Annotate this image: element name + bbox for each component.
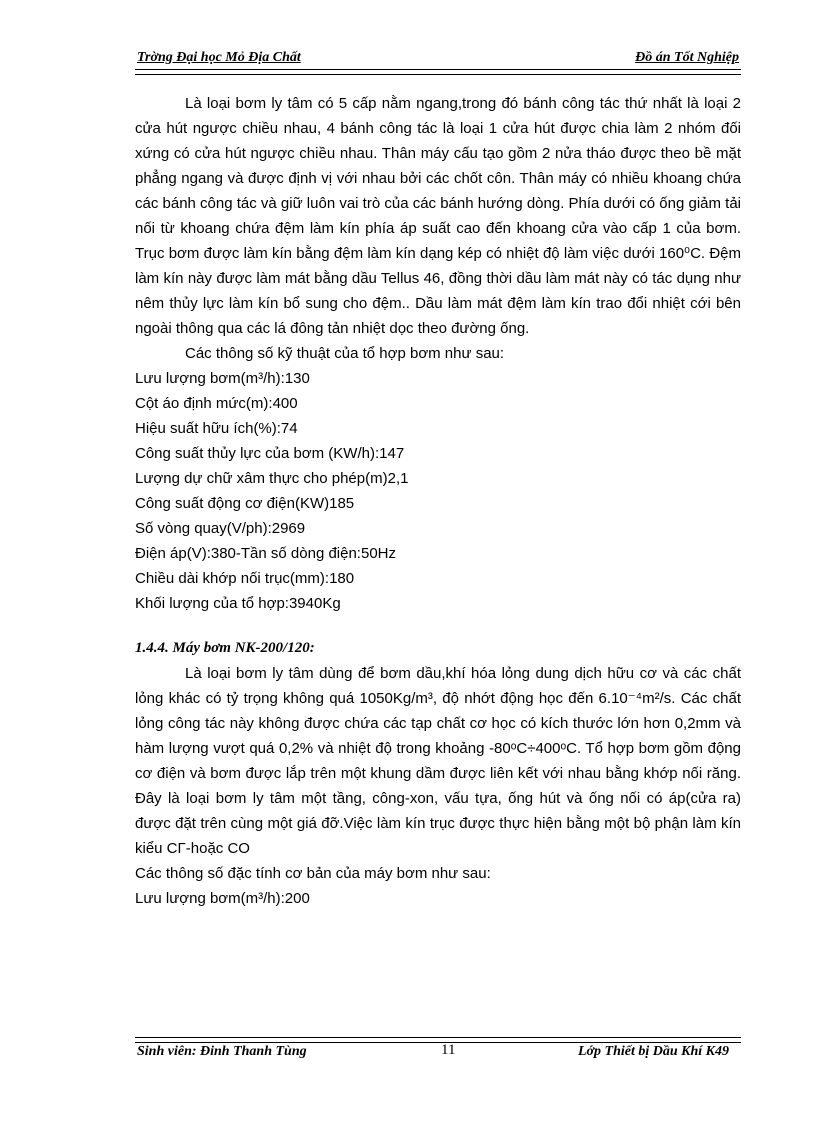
page-body <box>135 91 741 911</box>
spec-line: Lượng dự chữ xâm thực cho phép(m)2,1 <box>135 470 409 487</box>
spec-line: Số vòng quay(V/ph):2969 <box>135 520 306 537</box>
footer-class-name: Lớp Thiết bị Dầu Khí K49 <box>577 1044 729 1059</box>
specs2-intro: Các thông số đặc tính cơ bản của máy bơm như sau: <box>135 865 491 882</box>
page-number: 11 <box>441 1042 456 1058</box>
page-header <box>135 50 741 70</box>
spec-line: Khối lượng của tổ hợp:3940Kg <box>135 595 341 612</box>
footer-student-name: Sinh viên: Đinh Thanh Tùng <box>137 1044 307 1059</box>
spec-line: Hiệu suất hữu ích(%):74 <box>135 420 298 437</box>
page-footer <box>135 1044 741 1066</box>
spec-line: Công suất thủy lực của bơm (KW/h):147 <box>135 445 405 462</box>
header-rule <box>135 69 741 75</box>
header-university: Trờng Đại học Mỏ Địa Chất <box>137 50 301 65</box>
spec-line: Cột áo định mức(m):400 <box>135 395 298 412</box>
header-document-type: Đồ án Tốt Nghiệp <box>635 50 739 65</box>
footer-rule <box>135 1037 741 1043</box>
specs-intro: Các thông số kỹ thuật của tổ hợp bơm như sau: <box>185 345 505 362</box>
spec-line: Chiều dài khớp nối trục(mm):180 <box>135 570 355 587</box>
spec-line: Lưu lượng bơm(m³/h):130 <box>135 370 310 387</box>
paragraph-pump-description: Là loại bơm ly tâm có 5 cấp nằm ngang,trong đó bánh công tác thứ nhất là loại 2 cửa hút ngược chiều nhau, 4 bánh công tác là loại 1 cửa hút được chia làm 2 nhóm đối xứng có cửa hút ngược chiều nhau. Thân máy cấu tạo gồm 2 nửa tháo được theo bề mặt phẳng ngang và được định vị với nhau bởi các chốt côn. Thân máy có nhiều khoang chứa các bánh công tác và giữ luôn vai trò của các bánh hướng dòng. Phía dưới có ống giảm tải nối từ khoang chứa đệm làm kín phía áp suất cao đến khoang cửa vào cấp 1 của bơm. Trục bơm được làm kín bằng đệm làm kín dạng kép có nhiệt độ làm việc dưới 160⁰C. Đệm làm kín này được làm mát bằng dầu Tellus 46, đồng thời dầu làm mát này có tác dụng như nêm thủy lực làm kín bổ sung cho đệm.. Dầu làm mát đệm làm kín trao đổi nhiệt cới bên ngoài thông qua các lá đông tản nhiệt dọc theo đường ống. <box>135 95 741 337</box>
section-heading: 1.4.4. Máy bơm NK-200/120: <box>135 640 315 656</box>
spec-line: Điện áp(V):380-Tần số dòng điện:50Hz <box>135 545 396 562</box>
spec-line: Lưu lượng bơm(m³/h):200 <box>135 890 310 907</box>
paragraph-nk200-description: Là loại bơm ly tâm dùng để bơm dầu,khí hóa lỏng dung dịch hữu cơ và các chất lỏng khác có tỷ trọng không quá 1050Kg/m³, độ nhớt động học đến 6.10⁻⁴m²/s. Các chất lỏng công tác này không được chứa các tạp chất cơ học có kích thước lớn hơn 0,2mm và hàm lượng vượt quá 0,2% và nhiệt độ trong khoảng -80ᵒC÷400ᵒC. Tổ hợp bơm gồm động cơ điện và bơm được lắp trên một khung dầm được liên kết với nhau bằng khớp nối răng. Đây là loại bơm ly tâm một tầng, công-xon, vấu tựa, ống hút và ống nối có áp(cửa ra) được đặt trên cùng một giá đỡ.Việc làm kín trục được thực hiện bằng một bộ phận làm kín kiểu CΓ-hoặc CO <box>135 665 741 857</box>
spec-line: Công suất động cơ điện(KW)185 <box>135 495 355 512</box>
